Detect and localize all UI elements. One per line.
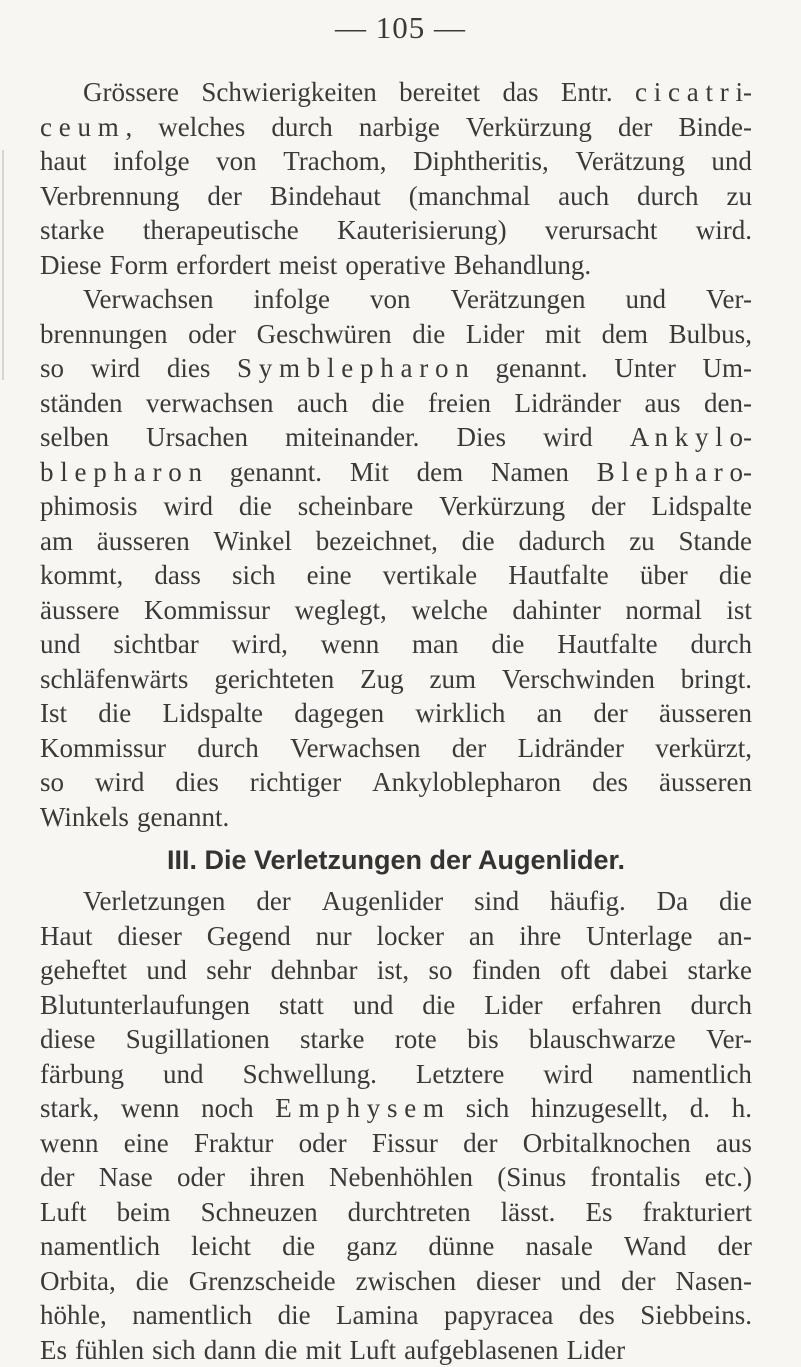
word: und — [40, 627, 81, 662]
word: Verbrennung — [40, 179, 179, 214]
text-line — [40, 213, 752, 248]
word: die — [719, 884, 752, 919]
text-line — [40, 317, 752, 352]
word: den- — [704, 386, 752, 421]
word: Lamina — [336, 1298, 418, 1333]
word: frakturiert — [643, 1195, 752, 1230]
word: Trachom, — [283, 144, 386, 179]
word: diese — [40, 1022, 95, 1057]
text-line — [40, 696, 752, 731]
word: Verkürzung — [466, 110, 592, 145]
word: und — [353, 988, 394, 1023]
word: dehnbar — [271, 953, 358, 988]
word: so — [40, 765, 64, 800]
word: Zug — [360, 662, 404, 697]
word: Ursachen — [146, 420, 248, 455]
word: die — [282, 1229, 315, 1264]
text-line — [40, 144, 752, 179]
word: der — [621, 1264, 655, 1299]
word: Luft — [350, 1333, 397, 1367]
word: der — [591, 489, 625, 524]
word: und — [146, 953, 187, 988]
word: Ankyloblepharon — [372, 765, 561, 800]
word: dagegen — [294, 696, 384, 731]
word: haut — [40, 144, 87, 179]
text-line — [40, 1057, 752, 1092]
text-line — [40, 627, 752, 662]
word: Siebbeins. — [640, 1298, 752, 1333]
word: Ver- — [706, 1022, 752, 1057]
text-line — [40, 765, 752, 800]
text-line — [40, 524, 752, 559]
word: Fraktur — [194, 1126, 273, 1161]
word: Diphtheritis, — [413, 144, 549, 179]
word: kommt, — [40, 558, 123, 593]
word: miteinander. — [285, 420, 419, 455]
word: Verätzungen — [451, 282, 586, 317]
word: der — [593, 696, 627, 731]
word: wird. — [696, 213, 752, 248]
word: Sugillationen — [126, 1022, 270, 1057]
paragraph — [40, 884, 752, 1367]
text-line — [40, 884, 752, 919]
word: Verätzung — [575, 144, 684, 179]
word: Binde- — [678, 110, 752, 145]
word: sind — [474, 884, 519, 919]
word: Fissur — [372, 1126, 438, 1161]
word: namentlich — [632, 1057, 752, 1092]
word: Schwellung. — [243, 1057, 377, 1092]
word: die — [422, 988, 455, 1023]
word: nasale — [525, 1229, 592, 1264]
word: genannt. — [230, 455, 322, 490]
text-line — [40, 1333, 752, 1367]
word: durch — [271, 110, 332, 145]
word: Behandlung. — [454, 248, 591, 283]
word: wird, — [232, 627, 288, 662]
word: höhle, — [40, 1298, 107, 1333]
word: stark, — [40, 1091, 99, 1126]
word: bereitet — [399, 75, 480, 110]
word: Hautfalte — [557, 627, 657, 662]
word: dass — [154, 558, 201, 593]
word: dadurch — [518, 524, 605, 559]
text-line — [40, 386, 752, 421]
word: dann — [204, 1333, 256, 1367]
word: Winkel — [214, 524, 292, 559]
spaced-term: b l e p h a r o n — [40, 455, 202, 490]
word: Schneuzen — [201, 1195, 318, 1230]
word: fühlen — [75, 1333, 144, 1367]
text-line — [40, 593, 752, 628]
word: und — [711, 144, 752, 179]
word: äusseren — [659, 765, 752, 800]
word: äusseren — [659, 696, 752, 731]
word: Verletzungen — [83, 884, 225, 919]
gutter-shadow — [2, 150, 4, 380]
word: Nebenhöhlen — [329, 1160, 473, 1195]
word: infolge — [253, 282, 329, 317]
word: so — [429, 953, 453, 988]
word: nur — [316, 919, 352, 954]
word: am — [40, 524, 73, 559]
word: so — [40, 351, 64, 386]
spaced-term: c i c a t r i- — [635, 75, 752, 110]
word: Lider — [567, 1333, 625, 1367]
word: Verwachsen — [290, 731, 420, 766]
word: des — [579, 1298, 615, 1333]
word: bis — [467, 1022, 499, 1057]
word: therapeutische — [143, 213, 299, 248]
word: genannt. — [495, 351, 587, 386]
word: Haut — [40, 919, 92, 954]
word: durch — [197, 731, 258, 766]
word: auch — [297, 386, 348, 421]
text-line — [40, 75, 752, 110]
word: ist, — [377, 953, 409, 988]
word: dem — [602, 317, 649, 352]
word: Lider — [484, 988, 542, 1023]
word: noch — [201, 1091, 253, 1126]
word: gerichteten — [214, 662, 334, 697]
word: dieser — [476, 1264, 540, 1299]
word: d. — [690, 1091, 710, 1126]
word: ist — [726, 593, 752, 628]
word: der — [452, 731, 486, 766]
word: auch — [558, 179, 609, 214]
text-line — [40, 953, 752, 988]
word: eine — [307, 558, 352, 593]
word: Lidränder — [518, 731, 624, 766]
word: Verkürzung — [439, 489, 565, 524]
word: Namen — [491, 455, 569, 490]
word: die — [719, 558, 752, 593]
text-line — [40, 351, 752, 386]
word: Kommissur — [40, 731, 166, 766]
word: erfahren — [572, 988, 662, 1023]
spaced-term: E m p h y s e m — [275, 1091, 444, 1126]
word: namentlich — [132, 1298, 252, 1333]
word: sehr — [206, 953, 251, 988]
word: der — [256, 884, 290, 919]
word: Bulbus, — [669, 317, 752, 352]
word: Dies — [456, 420, 506, 455]
word: über — [640, 558, 688, 593]
word: an — [469, 919, 494, 954]
word: Luft — [40, 1195, 87, 1230]
word: an — [537, 696, 562, 731]
text-line — [40, 1195, 752, 1230]
word: oder — [188, 317, 236, 352]
word: äusseren — [97, 524, 190, 559]
word: Da — [657, 884, 688, 919]
word: Lidränder — [515, 386, 621, 421]
word: Orbitalknochen — [523, 1126, 691, 1161]
word: die — [491, 627, 524, 662]
word: starke — [40, 213, 104, 248]
word: Unterlage — [586, 919, 692, 954]
text-line — [40, 420, 752, 455]
word: Bindehaut — [270, 179, 381, 214]
word: hinzugesellt, — [531, 1091, 668, 1126]
word: frontalis — [591, 1160, 681, 1195]
word: häufig. — [550, 884, 626, 919]
word: der — [207, 179, 241, 214]
word: aufgeblasenen — [404, 1333, 558, 1367]
word: dahinter — [512, 593, 600, 628]
text-line — [40, 179, 752, 214]
word: normal — [625, 593, 701, 628]
word: Orbita, — [40, 1264, 116, 1299]
body-text — [40, 75, 752, 1367]
word: der — [717, 1229, 751, 1264]
word: das — [503, 75, 539, 110]
word: und — [163, 1057, 204, 1092]
word: schläfenwärts — [40, 662, 188, 697]
word: locker — [376, 919, 443, 954]
text-line — [40, 662, 752, 697]
word: finden — [472, 953, 541, 988]
word: Nase — [99, 1160, 153, 1195]
word: durch — [691, 988, 752, 1023]
word: Lidspalte — [162, 696, 262, 731]
word: von — [216, 144, 257, 179]
word: verursacht — [545, 213, 657, 248]
word: Lidspalte — [651, 489, 751, 524]
word: Um- — [703, 351, 753, 386]
word: Hautfalte — [508, 558, 608, 593]
word: phimosis — [40, 489, 138, 524]
word: dem — [417, 455, 464, 490]
word: dies — [175, 765, 219, 800]
word: brennungen — [40, 317, 167, 352]
word: wird — [95, 765, 145, 800]
text-line — [40, 919, 752, 954]
word: oft — [560, 953, 590, 988]
spaced-term: c e u m , — [40, 110, 132, 145]
word: mit — [305, 1333, 341, 1367]
word: und — [626, 282, 667, 317]
word: welches — [158, 110, 245, 145]
word: Kauterisierung) — [337, 213, 506, 248]
word: Ist — [40, 696, 67, 731]
text-line — [40, 1264, 752, 1299]
word: Kommissur — [144, 593, 270, 628]
word: zu — [726, 179, 751, 214]
word: operative — [345, 248, 445, 283]
word: Geschwüren — [257, 317, 392, 352]
word: starke — [688, 953, 752, 988]
word: eine — [124, 1126, 169, 1161]
text-line — [40, 988, 752, 1023]
word: (Sinus — [497, 1160, 566, 1195]
word: lässt. — [501, 1195, 556, 1230]
word: bezeichnet, — [316, 524, 438, 559]
word: wenn — [40, 1126, 98, 1161]
word: äussere — [40, 593, 119, 628]
word: statt — [279, 988, 324, 1023]
word: bringt. — [681, 662, 752, 697]
word: sich — [466, 1091, 510, 1126]
word: und — [561, 1264, 602, 1299]
word: selben — [40, 420, 109, 455]
word: narbige — [359, 110, 440, 145]
word: Nasen- — [675, 1264, 751, 1299]
word: verkürzt, — [655, 731, 752, 766]
word: Wand — [624, 1229, 686, 1264]
text-line — [40, 731, 752, 766]
text-line — [40, 489, 752, 524]
word: rote — [395, 1022, 437, 1057]
word: leicht — [191, 1229, 251, 1264]
word: dünne — [428, 1229, 494, 1264]
word: wird — [543, 1057, 593, 1092]
word: Gegend — [207, 919, 291, 954]
word: richtiger — [250, 765, 341, 800]
word: ihren — [249, 1160, 304, 1195]
word: Es — [40, 1333, 67, 1367]
word: die — [98, 696, 131, 731]
spaced-term: B l e p h a r o- — [597, 455, 752, 490]
word: etc.) — [705, 1160, 752, 1195]
word: geheftet — [40, 953, 127, 988]
word: infolge — [113, 144, 189, 179]
word: Mit — [350, 455, 389, 490]
word: man — [412, 627, 459, 662]
word: die — [136, 1264, 169, 1299]
word: oder — [299, 1126, 347, 1161]
word: zum — [430, 662, 477, 697]
word: der — [463, 1126, 497, 1161]
spaced-term: S y m b l e p h a r o n — [237, 351, 469, 386]
word: (manchmal — [409, 179, 530, 214]
text-line — [40, 1126, 752, 1161]
word: ihre — [519, 919, 561, 954]
text-line — [40, 455, 752, 490]
text-line — [40, 1022, 752, 1057]
word: sich — [152, 1333, 196, 1367]
word: zwischen — [356, 1264, 456, 1299]
word: Ver- — [706, 282, 752, 317]
word: Grössere — [83, 75, 179, 110]
word: färbung — [40, 1057, 124, 1092]
word: Unter — [614, 351, 675, 386]
text-line — [40, 1229, 752, 1264]
word: des — [592, 765, 628, 800]
word: wirklich — [415, 696, 505, 731]
word: blauschwarze — [529, 1022, 676, 1057]
word: die — [462, 524, 495, 559]
word: weglegt, — [295, 593, 387, 628]
word: papyracea — [444, 1298, 553, 1333]
word: wenn — [121, 1091, 179, 1126]
word: die — [239, 489, 272, 524]
word: verwachsen — [146, 386, 273, 421]
word: vertikale — [383, 558, 477, 593]
text-line — [40, 1160, 752, 1195]
text-line — [40, 282, 752, 317]
spaced-term: A n k y l o- — [630, 420, 752, 455]
word: welche — [411, 593, 487, 628]
word: Entr. — [561, 75, 613, 110]
word: freien — [428, 386, 491, 421]
word: Winkels — [40, 800, 129, 835]
text-line — [40, 248, 752, 283]
word: Augenlider — [322, 884, 443, 919]
text-line — [40, 800, 752, 835]
word: sich — [232, 558, 276, 593]
word: ständen — [40, 386, 122, 421]
word: dabei — [610, 953, 668, 988]
word: Grenzscheide — [189, 1264, 336, 1299]
word: Letztere — [416, 1057, 504, 1092]
word: sichtbar — [113, 627, 198, 662]
text-line — [40, 1091, 752, 1126]
word: h. — [732, 1091, 752, 1126]
word: wenn — [321, 627, 379, 662]
word: beim — [117, 1195, 171, 1230]
word: durchtreten — [348, 1195, 471, 1230]
word: Blutunterlaufungen — [40, 988, 250, 1023]
paragraph — [40, 75, 752, 282]
text-line — [40, 110, 752, 145]
word: starke — [300, 1022, 364, 1057]
word: die — [412, 317, 445, 352]
word: erfordert — [176, 248, 270, 283]
word: wird — [163, 489, 213, 524]
word: dieser — [117, 919, 181, 954]
word: ganz — [346, 1229, 397, 1264]
text-line — [40, 558, 752, 593]
paragraph — [40, 282, 752, 834]
word: scheinbare — [298, 489, 413, 524]
word: dies — [167, 351, 211, 386]
word: meist — [279, 248, 338, 283]
word: die — [371, 386, 404, 421]
word: oder — [177, 1160, 225, 1195]
word: von — [370, 282, 411, 317]
word: der — [40, 1160, 74, 1195]
word: der — [618, 110, 652, 145]
word: zu — [629, 524, 654, 559]
word: mit — [545, 317, 581, 352]
word: Schwierigkeiten — [201, 75, 376, 110]
word: namentlich — [40, 1229, 160, 1264]
section-heading: III. Die Verletzungen der Augenlider. — [40, 834, 752, 884]
word: Verschwinden — [502, 662, 655, 697]
word: Verwachsen — [83, 282, 213, 317]
word: die — [278, 1298, 311, 1333]
word: Es — [585, 1195, 612, 1230]
word: Diese — [40, 248, 101, 283]
word: wird — [543, 420, 593, 455]
page-number: — 105 — — [0, 10, 801, 46]
word: Stande — [678, 524, 752, 559]
word: an- — [717, 919, 751, 954]
word: aus — [644, 386, 680, 421]
word: wird — [91, 351, 141, 386]
word: genannt. — [137, 800, 229, 835]
text-line — [40, 1298, 752, 1333]
word: die — [264, 1333, 297, 1367]
word: durch — [690, 627, 751, 662]
word: Form — [110, 248, 169, 283]
word: durch — [637, 179, 698, 214]
word: aus — [716, 1126, 752, 1161]
word: Lider — [466, 317, 524, 352]
